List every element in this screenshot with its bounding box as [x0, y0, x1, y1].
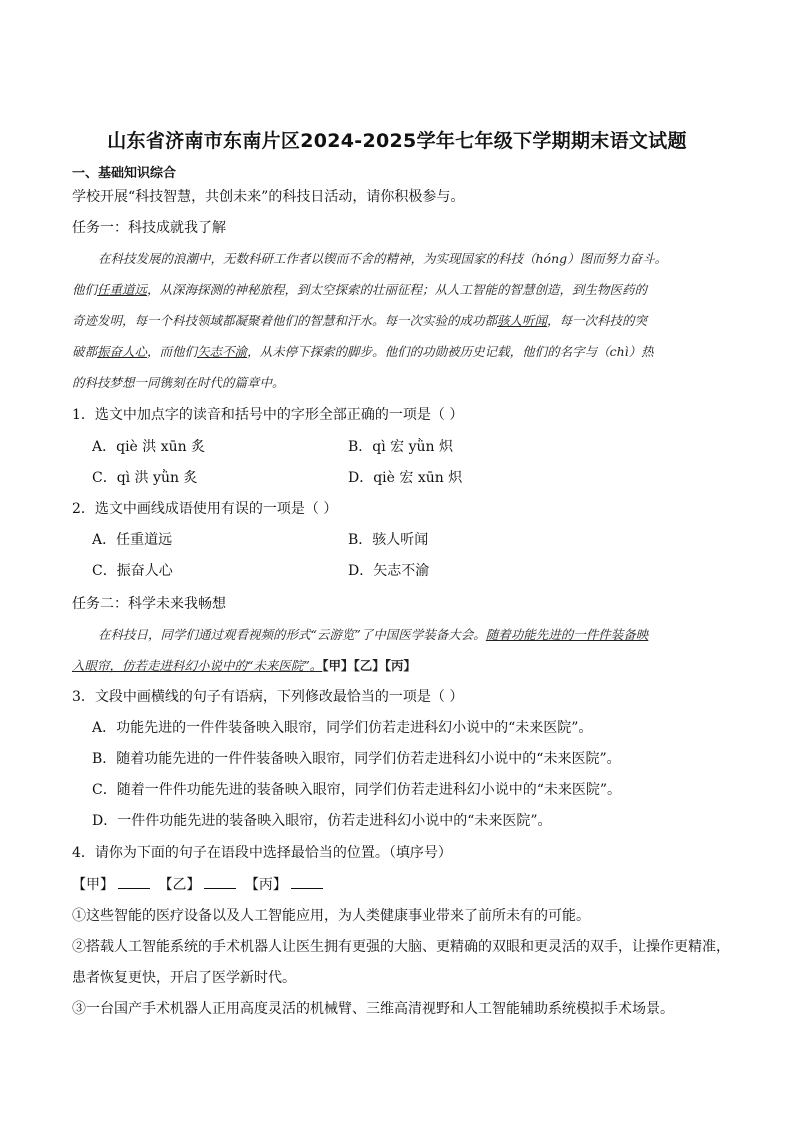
blank-yi[interactable] [204, 874, 236, 889]
q1-option-c[interactable]: C．qì 洪 yǜn 炙 [92, 470, 198, 486]
passage1-line5: 的科技梦想一同镌刻在时代的篇章中。 [72, 375, 285, 390]
idiom-renzhongdaoyuan: 任重道远 [97, 282, 148, 297]
q2-option-c[interactable]: C．振奋人心 [92, 563, 173, 579]
passage1-line2: 他们任重道远，从深海探测的神秘旅程，到太空探索的壮丽征程；从人工智能的智慧创造，到生物医药的 [72, 282, 648, 297]
q3-option-c[interactable]: C．随着一件件功能先进的装备映入眼帘，同学们仿若走进科幻小说中的“未来医院”。 [92, 782, 622, 798]
q3-option-d[interactable]: D．一件件功能先进的装备映入眼帘，仿若走进科幻小说中的“未来医院”。 [92, 813, 552, 829]
passage2-line1: 在科技日，同学们通过观看视频的形式“云游览”了中国医学装备大会。随着功能先进的一件件装备映 [98, 627, 649, 642]
q3-option-b[interactable]: B．随着功能先进的一件件装备映入眼帘，同学们仿若走进科幻小说中的“未来医院”。 [92, 751, 621, 767]
q4-sentence-1: ①这些智能的医疗设备以及人工智能应用，为人类健康事业带来了前所未有的可能。 [72, 908, 590, 924]
idiom-hairentingwen: 骇人听闻 [497, 313, 548, 328]
label-yi: 【乙】 [158, 877, 201, 893]
q4-sentence-2b: 患者恢复更快，开启了医学新时代。 [72, 970, 296, 986]
q3-option-a[interactable]: A．功能先进的一件件装备映入眼帘，同学们仿若走进科幻小说中的“未来医院”。 [92, 720, 593, 736]
page-title: 山东省济南市东南片区2024-2025学年七年级下学期期末语文试题 [107, 130, 687, 152]
blank-bing[interactable] [291, 874, 323, 889]
q4-sentence-3: ③一台国产手术机器人正用高度灵活的机械臂、三维高清视野和人工智能辅助系统模拟手术场景。 [72, 1001, 674, 1017]
label-jia: 【甲】 [72, 877, 114, 893]
passage1 [72, 243, 722, 398]
q2-option-b[interactable]: B．骇人听闻 [348, 532, 429, 548]
passage1-line1: 在科技发展的浪潮中，无数科研工作者以锲而不舍的精神，为实现国家的科技（hóng）图而努力奋斗。 [98, 251, 668, 266]
passage2 [72, 619, 722, 681]
passage2-underlined-sentence-part1: 随着功能先进的一件件装备映 [485, 627, 649, 642]
q2-option-d[interactable]: D．矢志不渝 [348, 563, 430, 579]
q1-stem: 1．选文中加点字的读音和括号中的字形全部正确的一项是（ ） [72, 407, 464, 423]
idiom-zhenfenrenxin: 振奋人心 [97, 344, 148, 359]
q4-answer-blanks [72, 874, 327, 894]
task2-heading: 任务二：科学未来我畅想 [72, 596, 226, 612]
q1-option-a[interactable]: A．qiè 洪 xūn 炙 [92, 439, 206, 455]
activity-intro: 学校开展“科技智慧，共创未来”的科技日活动，请你积极参与。 [72, 189, 465, 205]
q4-stem: 4．请你为下面的句子在语段中选择最恰当的位置。（填序号） [72, 845, 452, 861]
q2-option-a[interactable]: A．任重道远 [92, 532, 173, 548]
q1-option-b[interactable]: B．qì 宏 yǜn 炽 [348, 439, 454, 455]
blank-jia[interactable] [118, 874, 150, 889]
section-heading: 一、基础知识综合 [72, 166, 177, 181]
passage1-line4: 破都振奋人心，而他们矢志不渝，从未停下探索的脚步。他们的功勋被历史记载，他们的名字与（chì）热 [72, 344, 654, 359]
passage2-underlined-sentence-part2: 入眼帘，仿若走进科幻小说中的“未来医院”。 [72, 658, 323, 673]
q1-option-d[interactable]: D．qiè 宏 xūn 炽 [348, 470, 463, 486]
q4-sentence-2a: ②搭载人工智能系统的手术机器人让医生拥有更强的大脑、更精确的双眼和更灵活的双手，让操作更精准， [72, 939, 730, 955]
passage1-line3: 奇迹发明，每一个科技领域都凝聚着他们的智慧和汗水。每一次实验的成功都骇人听闻，每一次科技的突 [72, 313, 648, 328]
passage2-line2 [72, 650, 722, 681]
idiom-shizhibuyu: 矢志不渝 [197, 344, 248, 359]
q3-stem: 3．文段中画横线的句子有语病，下列修改最恰当的一项是（ ） [72, 689, 464, 705]
label-bing: 【丙】 [244, 877, 287, 893]
task1-heading: 任务一：科技成就我了解 [72, 220, 226, 236]
q2-stem: 2．选文中画线成语使用有误的一项是（ ） [72, 501, 338, 517]
position-markers: 【甲】【乙】【丙】 [322, 658, 417, 673]
